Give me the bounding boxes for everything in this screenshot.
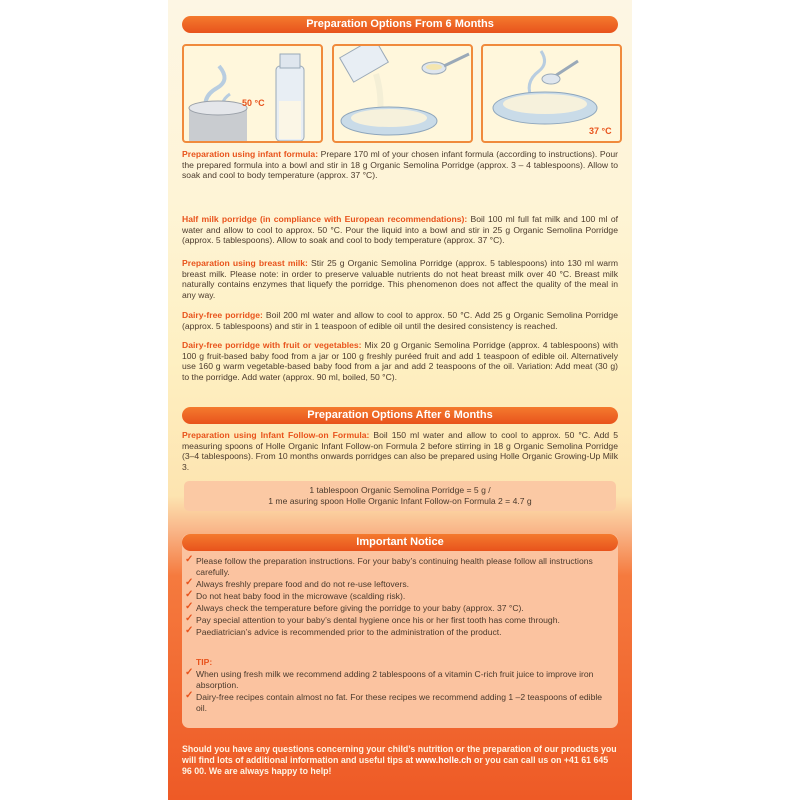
half-milk-text: Boil 100 ml full fat milk and 100 ml of water and allow to cool to approx. 50 °C. Pour the liquid into a bowl and stir in 25 g Organic Semolina Porridge (approx. 5 tablespoons). Allow to soak and cool to body temperature (approx. 37 °C). [182, 214, 618, 246]
dairy-free-fruit-label: Dairy-free porridge with fruit or vegetables: [182, 340, 362, 350]
conversion-line-2: 1 me asuring spoon Holle Organic Infant Follow-on Formula 2 = 4.7 g [268, 496, 532, 506]
package-panel [168, 0, 632, 800]
notice-item [185, 613, 606, 626]
illustration-stir-porridge [332, 44, 473, 143]
notice-item [185, 601, 606, 614]
infant-formula-paragraph [182, 149, 618, 181]
follow-on-paragraph [182, 430, 618, 472]
illustration-heat-formula [182, 44, 323, 143]
check-icon: ✓ [185, 690, 194, 701]
notice-item-text: Pay special attention to your baby’s dental hygiene once his or her first tooth has come through. [196, 615, 560, 625]
website-link[interactable]: www.holle.ch [415, 755, 472, 765]
notice-item-text: Always check the temperature before giving the porridge to your baby (approx. 37 °C). [196, 603, 524, 613]
tip-item-text: Dairy-free recipes contain almost no fat. For these recipes we recommend adding 1 –2 teaspoons of edible oil. [196, 692, 603, 713]
check-icon: ✓ [185, 554, 194, 565]
notice-item [185, 589, 606, 602]
dairy-free-label: Dairy-free porridge: [182, 310, 263, 320]
notice-item [185, 554, 606, 577]
notice-item-text: Do not heat baby food in the microwave (scalding risk). [196, 591, 406, 601]
check-icon: ✓ [185, 577, 194, 588]
notice-item-text: Paediatrician’s advice is recommended prior to the administration of the product. [196, 627, 502, 637]
breast-milk-label: Preparation using breast milk: [182, 258, 308, 268]
half-milk-paragraph [182, 214, 618, 246]
tip-item [185, 690, 606, 713]
heading-from-6-months: Preparation Options From 6 Months [182, 16, 618, 33]
conversion-box [184, 481, 616, 511]
footer-contact [182, 744, 618, 777]
tip-item [185, 667, 606, 690]
follow-on-label: Preparation using Infant Follow-on Formula: [182, 430, 370, 440]
dairy-free-fruit-paragraph [182, 340, 618, 382]
infant-formula-label: Preparation using infant formula: [182, 149, 319, 159]
footer-text-before: Should you have any questions concerning your child’s nutrition or the preparation of our products you will find lots of additional information and useful tips at [182, 744, 617, 765]
breast-milk-text: Stir 25 g Organic Semolina Porridge (approx. 5 tablespoons) into 130 ml warm breast milk. Please note: in order to preserve valuable nutrients do not heat breast milk over 40 °C. Breast milk naturally contains enzymes that liquefy the porridge. This phenomenon does not affect the quality of the meal in any way. [182, 258, 619, 300]
notice-item [185, 577, 606, 590]
notice-item-text: Please follow the preparation instructions. For your baby’s continuing health please follow all instructions carefully. [196, 556, 593, 577]
conversion-line-1: 1 tablespoon Organic Semolina Porridge = 5 g / [309, 485, 491, 495]
tip-label: TIP: [196, 657, 213, 667]
important-notice-title: Important Notice [182, 534, 618, 551]
heading-after-6-months: Preparation Options After 6 Months [182, 407, 618, 424]
check-icon: ✓ [185, 589, 194, 600]
breast-milk-paragraph [182, 258, 618, 300]
illustration-cool-porridge [481, 44, 622, 143]
infant-formula-text: Prepare 170 ml of your chosen infant formula (according to instructions). Pour the prepared formula into a bowl and stir in 18 g Organic Semolina Porridge (approx. 3 – 4 tablespoons). Allow to soak and cool to body temperature (approx. 37 °C). [182, 149, 619, 181]
temperature-37: 37 °C [589, 126, 612, 136]
follow-on-text: Boil 150 ml water and allow to cool to approx. 50 °C. Add 5 measuring spoons of Holle Organic Infant Follow-on Formula 2 before stirring in 18 g Organic Semolina Porridge (3–4 tablespoons). From 10 months onwards porridges can also be prepared using Holle Organic Growing-Up Milk 3. [182, 430, 618, 472]
check-icon: ✓ [185, 667, 194, 678]
notice-item [185, 625, 606, 638]
check-icon: ✓ [185, 625, 194, 636]
half-milk-label: Half milk porridge (in compliance with European recommendations): [182, 214, 468, 224]
dairy-free-paragraph [182, 310, 618, 331]
check-icon: ✓ [185, 613, 194, 624]
important-notice-box [182, 534, 618, 728]
dairy-free-fruit-text: Mix 20 g Organic Semolina Porridge (approx. 4 tablespoons) with 100 g fruit-based baby food from a jar or 100 g freshly puréed fruit and add 1 teaspoon of edible oil. Alternatively use 160 g warm vegetable-based baby food from a jar and add 2 teaspoons of the oil. Variation: Add meat (30 g) to the porridge. Add water (approx. 90 ml, boiled, 50 °C). [182, 340, 618, 382]
tip-item-text: When using fresh milk we recommend adding 2 tablespoons of a vitamin C-rich fruit juice to improve iron absorption. [196, 669, 594, 690]
footer-text-after: or you can call us on +41 61 645 96 00. We are always happy to help! [182, 755, 609, 776]
temperature-50: 50 °C [242, 98, 265, 108]
check-icon: ✓ [185, 601, 194, 612]
notice-item-text: Always freshly prepare food and do not re-use leftovers. [196, 579, 410, 589]
dairy-free-text: Boil 200 ml water and allow to cool to approx. 50 °C. Add 25 g Organic Semolina Porridge (approx. 5 tablespoons) and stir in 1 teaspoon of edible oil until the desired consistency is reached. [182, 310, 618, 331]
